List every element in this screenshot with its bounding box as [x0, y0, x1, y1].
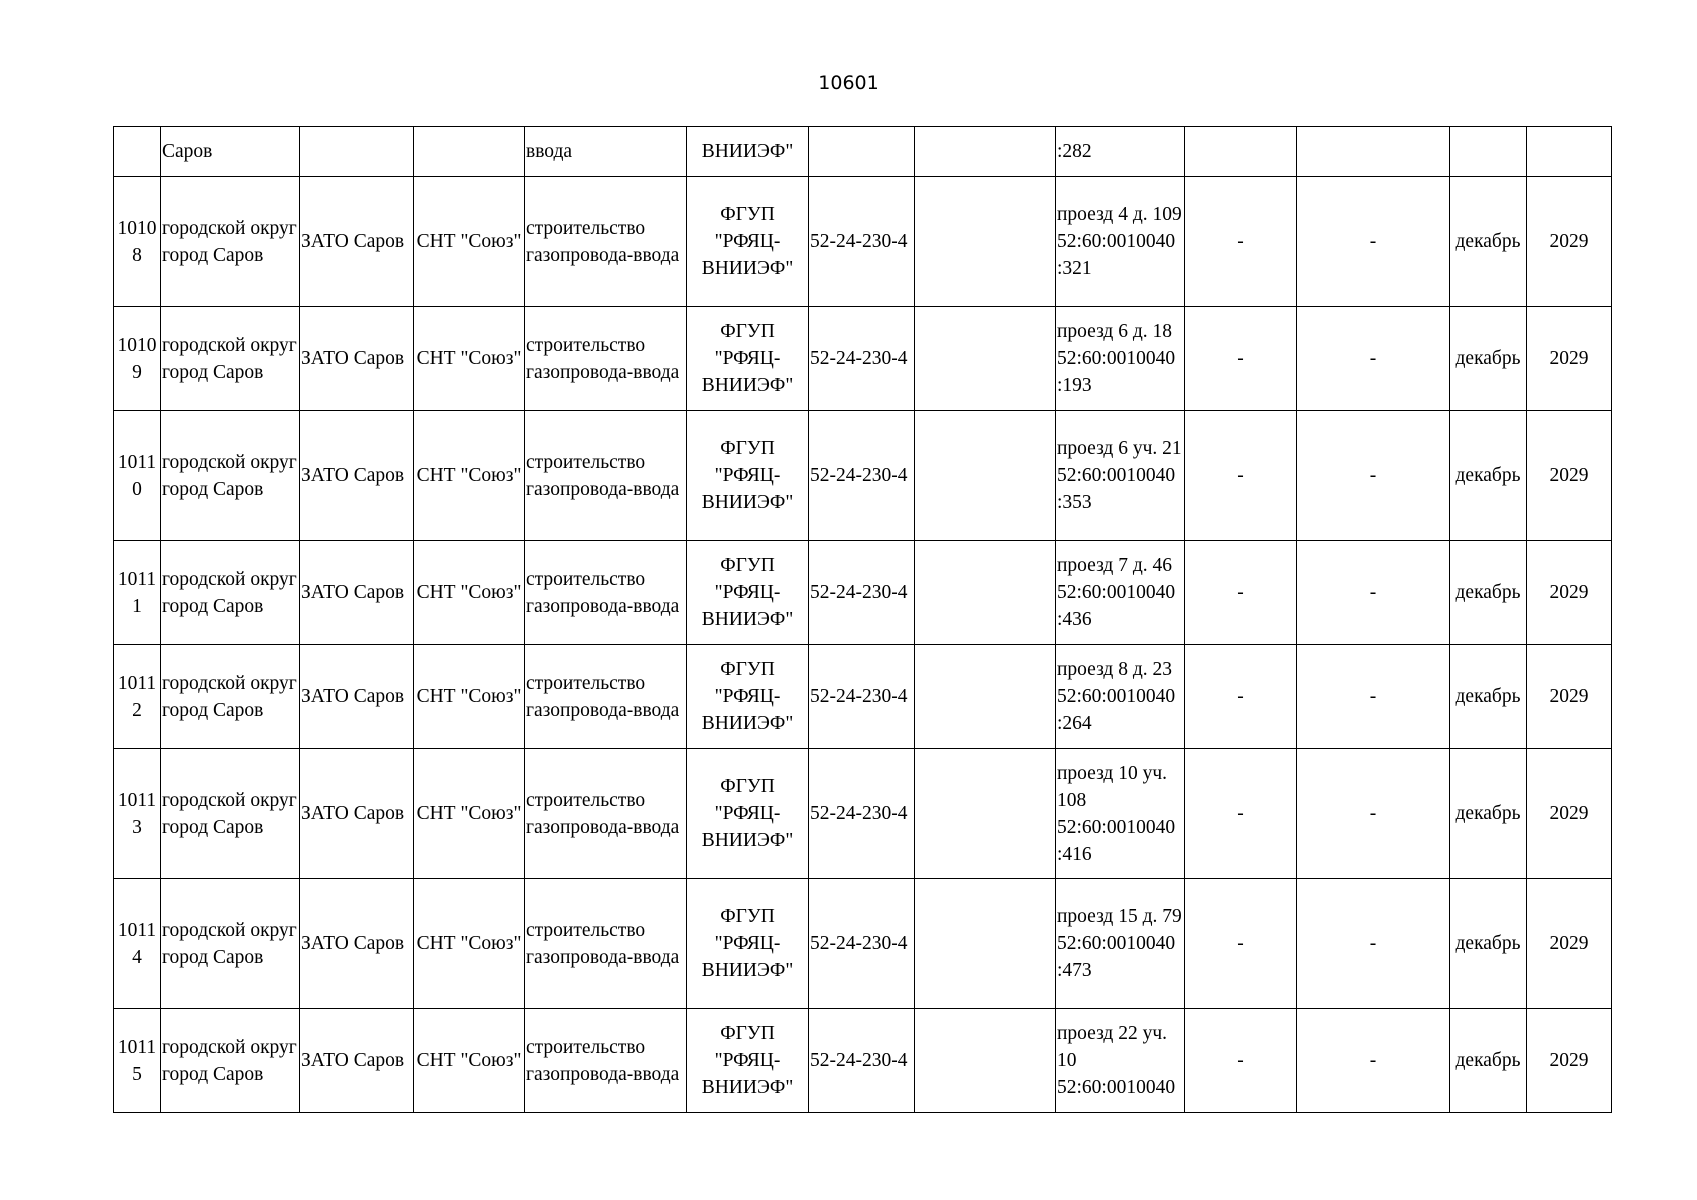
cell-month — [1450, 127, 1527, 177]
cell-month: декабрь — [1450, 411, 1527, 541]
cell-number: 10115 — [114, 1009, 161, 1113]
cell-address: проезд 7 д. 46 52:60:0010040 :436 — [1056, 541, 1185, 645]
page-number: 10601 — [818, 72, 879, 94]
cell-work: строительство газопровода-ввода — [525, 1009, 687, 1113]
cell-municipality: городской округ город Саров — [161, 177, 300, 307]
cell-code: 52-24-230-4 — [809, 879, 915, 1009]
cell-year: 2029 — [1527, 645, 1612, 749]
cell-col11: - — [1297, 1009, 1450, 1113]
cell-code: 52-24-230-4 — [809, 749, 915, 879]
cell-code: 52-24-230-4 — [809, 541, 915, 645]
cell-month: декабрь — [1450, 645, 1527, 749]
cell-district: ЗАТО Саров — [300, 749, 414, 879]
cell-year: 2029 — [1527, 411, 1612, 541]
cell-code — [809, 127, 915, 177]
cell-col10: - — [1185, 541, 1297, 645]
cell-work: строительство газопровода-ввода — [525, 541, 687, 645]
cell-owner: ФГУП "РФЯЦ-ВНИИЭФ" — [687, 541, 809, 645]
cell-address: :282 — [1056, 127, 1185, 177]
cell-work: строительство газопровода-ввода — [525, 411, 687, 541]
cell-district: ЗАТО Саров — [300, 541, 414, 645]
cell-empty — [915, 1009, 1056, 1113]
cell-district: ЗАТО Саров — [300, 1009, 414, 1113]
cell-col11: - — [1297, 541, 1450, 645]
cell-year: 2029 — [1527, 307, 1612, 411]
cell-address: проезд 6 уч. 21 52:60:0010040 :353 — [1056, 411, 1185, 541]
cell-location — [414, 127, 525, 177]
cell-district: ЗАТО Саров — [300, 411, 414, 541]
cell-address: проезд 6 д. 18 52:60:0010040 :193 — [1056, 307, 1185, 411]
table-row — [114, 645, 1612, 749]
cell-col10: - — [1185, 177, 1297, 307]
cell-address: проезд 22 уч. 10 52:60:0010040 — [1056, 1009, 1185, 1113]
cell-number: 10113 — [114, 749, 161, 879]
cell-owner: ФГУП "РФЯЦ-ВНИИЭФ" — [687, 1009, 809, 1113]
registry-body — [114, 127, 1612, 1113]
cell-district: ЗАТО Саров — [300, 177, 414, 307]
table-row-continued — [114, 127, 1612, 177]
cell-owner: ФГУП "РФЯЦ-ВНИИЭФ" — [687, 749, 809, 879]
cell-owner: ФГУП "РФЯЦ-ВНИИЭФ" — [687, 411, 809, 541]
cell-month: декабрь — [1450, 1009, 1527, 1113]
cell-month: декабрь — [1450, 307, 1527, 411]
table-row — [114, 307, 1612, 411]
cell-district: ЗАТО Саров — [300, 879, 414, 1009]
cell-year: 2029 — [1527, 879, 1612, 1009]
cell-number — [114, 127, 161, 177]
cell-col11: - — [1297, 879, 1450, 1009]
cell-district: ЗАТО Саров — [300, 645, 414, 749]
cell-empty — [915, 645, 1056, 749]
registry-table — [113, 126, 1612, 1113]
cell-col11: - — [1297, 645, 1450, 749]
cell-number: 10114 — [114, 879, 161, 1009]
cell-address: проезд 4 д. 109 52:60:0010040 :321 — [1056, 177, 1185, 307]
cell-month: декабрь — [1450, 749, 1527, 879]
cell-month: декабрь — [1450, 879, 1527, 1009]
cell-work: строительство газопровода-ввода — [525, 879, 687, 1009]
cell-empty — [915, 749, 1056, 879]
cell-location: СНТ "Союз" — [414, 411, 525, 541]
cell-municipality: городской округ город Саров — [161, 1009, 300, 1113]
cell-number: 10110 — [114, 411, 161, 541]
cell-year: 2029 — [1527, 177, 1612, 307]
cell-code: 52-24-230-4 — [809, 645, 915, 749]
cell-location: СНТ "Союз" — [414, 749, 525, 879]
cell-owner: ФГУП "РФЯЦ-ВНИИЭФ" — [687, 177, 809, 307]
cell-year: 2029 — [1527, 1009, 1612, 1113]
cell-col11: - — [1297, 749, 1450, 879]
cell-number: 10112 — [114, 645, 161, 749]
cell-location: СНТ "Союз" — [414, 1009, 525, 1113]
cell-col10: - — [1185, 411, 1297, 541]
cell-number: 10111 — [114, 541, 161, 645]
cell-location: СНТ "Союз" — [414, 645, 525, 749]
cell-number: 10108 — [114, 177, 161, 307]
cell-col10: - — [1185, 879, 1297, 1009]
cell-col10: - — [1185, 1009, 1297, 1113]
cell-empty — [915, 411, 1056, 541]
cell-code: 52-24-230-4 — [809, 411, 915, 541]
cell-owner: ФГУП "РФЯЦ-ВНИИЭФ" — [687, 307, 809, 411]
table-row — [114, 749, 1612, 879]
cell-col10: - — [1185, 749, 1297, 879]
table-row — [114, 411, 1612, 541]
table-row — [114, 541, 1612, 645]
cell-empty — [915, 127, 1056, 177]
cell-municipality: городской округ город Саров — [161, 749, 300, 879]
cell-work: строительство газопровода-ввода — [525, 645, 687, 749]
cell-address: проезд 15 д. 79 52:60:0010040 :473 — [1056, 879, 1185, 1009]
cell-location: СНТ "Союз" — [414, 307, 525, 411]
cell-year: 2029 — [1527, 541, 1612, 645]
cell-col11 — [1297, 127, 1450, 177]
cell-code: 52-24-230-4 — [809, 1009, 915, 1113]
cell-number: 10109 — [114, 307, 161, 411]
cell-municipality: городской округ город Саров — [161, 411, 300, 541]
cell-address: проезд 10 уч. 108 52:60:0010040 :416 — [1056, 749, 1185, 879]
cell-col10: - — [1185, 645, 1297, 749]
cell-owner: ВНИИЭФ" — [687, 127, 809, 177]
cell-work: строительство газопровода-ввода — [525, 177, 687, 307]
cell-municipality: городской округ город Саров — [161, 645, 300, 749]
cell-municipality: Саров — [161, 127, 300, 177]
cell-municipality: городской округ город Саров — [161, 541, 300, 645]
cell-work: строительство газопровода-ввода — [525, 749, 687, 879]
cell-district: ЗАТО Саров — [300, 307, 414, 411]
cell-col11: - — [1297, 411, 1450, 541]
cell-year — [1527, 127, 1612, 177]
cell-empty — [915, 177, 1056, 307]
cell-code: 52-24-230-4 — [809, 177, 915, 307]
cell-owner: ФГУП "РФЯЦ-ВНИИЭФ" — [687, 645, 809, 749]
cell-col11: - — [1297, 307, 1450, 411]
cell-work: ввода — [525, 127, 687, 177]
cell-year: 2029 — [1527, 749, 1612, 879]
table-row — [114, 1009, 1612, 1113]
cell-month: декабрь — [1450, 177, 1527, 307]
cell-location: СНТ "Союз" — [414, 879, 525, 1009]
cell-municipality: городской округ город Саров — [161, 879, 300, 1009]
cell-col11: - — [1297, 177, 1450, 307]
cell-district — [300, 127, 414, 177]
cell-col10 — [1185, 127, 1297, 177]
cell-col10: - — [1185, 307, 1297, 411]
cell-address: проезд 8 д. 23 52:60:0010040 :264 — [1056, 645, 1185, 749]
cell-empty — [915, 307, 1056, 411]
cell-location: СНТ "Союз" — [414, 177, 525, 307]
cell-empty — [915, 541, 1056, 645]
cell-empty — [915, 879, 1056, 1009]
table-row — [114, 177, 1612, 307]
cell-location: СНТ "Союз" — [414, 541, 525, 645]
cell-month: декабрь — [1450, 541, 1527, 645]
cell-work: строительство газопровода-ввода — [525, 307, 687, 411]
cell-municipality: городской округ город Саров — [161, 307, 300, 411]
cell-code: 52-24-230-4 — [809, 307, 915, 411]
cell-owner: ФГУП "РФЯЦ-ВНИИЭФ" — [687, 879, 809, 1009]
table-row — [114, 879, 1612, 1009]
